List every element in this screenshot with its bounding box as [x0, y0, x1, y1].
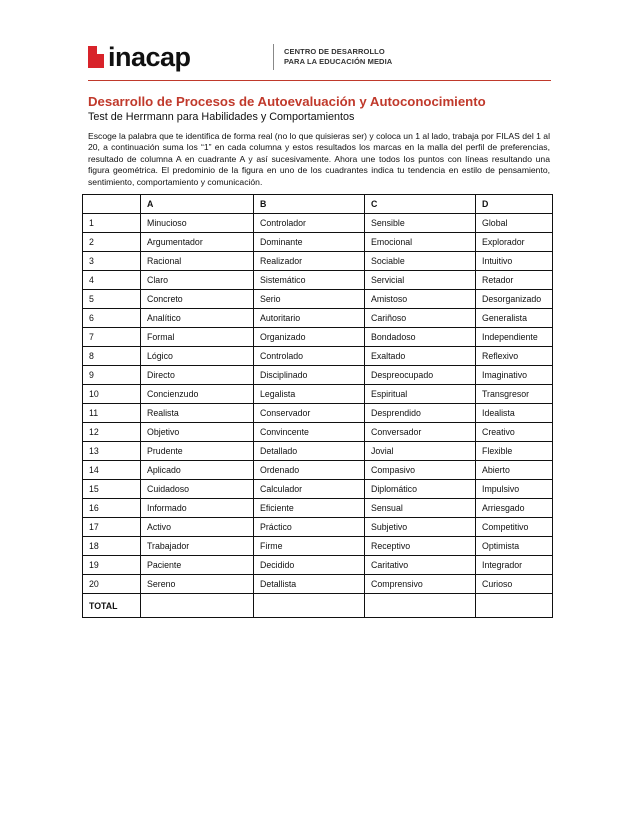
- table-row: [83, 290, 553, 309]
- row-number-cell: 4: [83, 271, 141, 290]
- table-row: [83, 328, 553, 347]
- row-number-cell: 5: [83, 290, 141, 309]
- word-cell-c[interactable]: Caritativo: [365, 556, 476, 575]
- table-row: [83, 556, 553, 575]
- word-cell-d[interactable]: Integrador: [476, 556, 553, 575]
- word-cell-d[interactable]: Optimista: [476, 537, 553, 556]
- word-cell-a[interactable]: Racional: [141, 252, 254, 271]
- word-cell-d[interactable]: Curioso: [476, 575, 553, 594]
- brand-logo-text: inacap: [108, 42, 191, 72]
- org-name-line1: CENTRO DE DESARROLLO: [284, 47, 385, 56]
- word-cell-c[interactable]: Emocional: [365, 233, 476, 252]
- row-number-cell: 11: [83, 404, 141, 423]
- total-cell-a[interactable]: [141, 594, 254, 618]
- word-cell-c[interactable]: Sociable: [365, 252, 476, 271]
- instructions-paragraph: Escoge la palabra que te identifica de forma real (no lo que quisieras ser) y coloca un 1 al lado, trabaja por FILAS del 1 al 20, a continuación suma los “1” en cada columna y estos resultados los marcas en la malla del perfil de preferencias, resultado de columna A en cuadrante A y así sucesivamente. Ahora une todos los puntos con líneas resultando una figura geométrica. El predominio de la figura en uno de los cuadrantes indica tu tendencia en estilo de pensamiento, sentimiento, comportamiento y comunicación.: [88, 131, 550, 187]
- word-cell-c[interactable]: Comprensivo: [365, 575, 476, 594]
- row-number-cell: 16: [83, 499, 141, 518]
- word-cell-b[interactable]: Conservador: [254, 404, 365, 423]
- word-cell-a[interactable]: Argumentador: [141, 233, 254, 252]
- table-row: [83, 499, 553, 518]
- word-cell-b[interactable]: Práctico: [254, 518, 365, 537]
- word-cell-b[interactable]: Controlador: [254, 214, 365, 233]
- word-cell-d[interactable]: Flexible: [476, 442, 553, 461]
- word-cell-b[interactable]: Organizado: [254, 328, 365, 347]
- total-cell-b[interactable]: [254, 594, 365, 618]
- word-cell-c[interactable]: Despreocupado: [365, 366, 476, 385]
- word-cell-b[interactable]: Sistemático: [254, 271, 365, 290]
- row-number-cell: 12: [83, 423, 141, 442]
- word-cell-d[interactable]: Abierto: [476, 461, 553, 480]
- total-label: TOTAL: [83, 594, 141, 618]
- header-rule: [88, 80, 551, 81]
- row-number-cell: 15: [83, 480, 141, 499]
- table-row: [83, 480, 553, 499]
- row-number-cell: 13: [83, 442, 141, 461]
- word-cell-a[interactable]: Analítico: [141, 309, 254, 328]
- word-cell-c[interactable]: Subjetivo: [365, 518, 476, 537]
- word-cell-c[interactable]: Compasivo: [365, 461, 476, 480]
- word-cell-a[interactable]: Concienzudo: [141, 385, 254, 404]
- word-cell-d[interactable]: Idealista: [476, 404, 553, 423]
- word-cell-b[interactable]: Calculador: [254, 480, 365, 499]
- table-row: [83, 252, 553, 271]
- word-cell-a[interactable]: Minucioso: [141, 214, 254, 233]
- row-number-cell: 1: [83, 214, 141, 233]
- word-cell-a[interactable]: Directo: [141, 366, 254, 385]
- word-cell-a[interactable]: Claro: [141, 271, 254, 290]
- word-cell-c[interactable]: Receptivo: [365, 537, 476, 556]
- row-number-cell: 14: [83, 461, 141, 480]
- word-cell-d[interactable]: Arriesgado: [476, 499, 553, 518]
- table-row: [83, 214, 553, 233]
- word-cell-b[interactable]: Serio: [254, 290, 365, 309]
- org-name-line2: PARA LA EDUCACIÓN MEDIA: [284, 57, 393, 66]
- word-cell-d[interactable]: Retador: [476, 271, 553, 290]
- word-cell-b[interactable]: Decidido: [254, 556, 365, 575]
- word-cell-b[interactable]: Disciplinado: [254, 366, 365, 385]
- word-cell-b[interactable]: Realizador: [254, 252, 365, 271]
- table-header-row: [83, 195, 553, 214]
- header-cell-a: A: [141, 195, 254, 214]
- word-cell-a[interactable]: Formal: [141, 328, 254, 347]
- total-cell-d[interactable]: [476, 594, 553, 618]
- word-cell-c[interactable]: Cariñoso: [365, 309, 476, 328]
- word-cell-c[interactable]: Diplomático: [365, 480, 476, 499]
- document-subtitle: Test de Herrmann para Habilidades y Comportamientos: [88, 111, 355, 123]
- row-number-cell: 8: [83, 347, 141, 366]
- word-cell-c[interactable]: Conversador: [365, 423, 476, 442]
- row-number-cell: 10: [83, 385, 141, 404]
- word-cell-c[interactable]: Bondadoso: [365, 328, 476, 347]
- table-row: [83, 518, 553, 537]
- word-cell-b[interactable]: Eficiente: [254, 499, 365, 518]
- word-cell-d[interactable]: Creativo: [476, 423, 553, 442]
- word-cell-a[interactable]: Sereno: [141, 575, 254, 594]
- word-cell-a[interactable]: Informado: [141, 499, 254, 518]
- row-number-cell: 7: [83, 328, 141, 347]
- herrmann-test-table: [82, 194, 553, 618]
- row-number-cell: 17: [83, 518, 141, 537]
- word-cell-a[interactable]: Aplicado: [141, 461, 254, 480]
- word-cell-a[interactable]: Lógico: [141, 347, 254, 366]
- word-cell-a[interactable]: Prudente: [141, 442, 254, 461]
- document-header: [88, 40, 548, 80]
- word-cell-d[interactable]: Intuitivo: [476, 252, 553, 271]
- row-number-cell: 2: [83, 233, 141, 252]
- word-cell-c[interactable]: Jovial: [365, 442, 476, 461]
- word-cell-b[interactable]: Autoritario: [254, 309, 365, 328]
- word-cell-c[interactable]: Servicial: [365, 271, 476, 290]
- word-cell-c[interactable]: Sensual: [365, 499, 476, 518]
- word-cell-b[interactable]: Detallista: [254, 575, 365, 594]
- word-cell-a[interactable]: Trabajador: [141, 537, 254, 556]
- row-number-cell: 19: [83, 556, 141, 575]
- table-row: [83, 461, 553, 480]
- word-cell-c[interactable]: Desprendido: [365, 404, 476, 423]
- header-cell-d: D: [476, 195, 553, 214]
- word-cell-c[interactable]: Exaltado: [365, 347, 476, 366]
- word-cell-b[interactable]: Convincente: [254, 423, 365, 442]
- total-cell-c[interactable]: [365, 594, 476, 618]
- word-cell-b[interactable]: Controlado: [254, 347, 365, 366]
- word-cell-a[interactable]: Activo: [141, 518, 254, 537]
- word-cell-d[interactable]: Impulsivo: [476, 480, 553, 499]
- word-cell-b[interactable]: Ordenado: [254, 461, 365, 480]
- word-cell-d[interactable]: Reflexivo: [476, 347, 553, 366]
- table-row: [83, 366, 553, 385]
- inacap-logo-mark: [88, 46, 104, 68]
- row-number-cell: 18: [83, 537, 141, 556]
- row-number-cell: 20: [83, 575, 141, 594]
- table-row: [83, 233, 553, 252]
- word-cell-a[interactable]: Paciente: [141, 556, 254, 575]
- word-cell-c[interactable]: Sensible: [365, 214, 476, 233]
- word-cell-d[interactable]: Desorganizado: [476, 290, 553, 309]
- table-row: [83, 575, 553, 594]
- word-cell-d[interactable]: Transgresor: [476, 385, 553, 404]
- row-number-cell: 6: [83, 309, 141, 328]
- table-row: [83, 271, 553, 290]
- table-row: [83, 404, 553, 423]
- header-cell-index: [83, 195, 141, 214]
- word-cell-c[interactable]: Espiritual: [365, 385, 476, 404]
- table-row: [83, 423, 553, 442]
- table-row: [83, 347, 553, 366]
- word-cell-d[interactable]: Imaginativo: [476, 366, 553, 385]
- table-row: [83, 442, 553, 461]
- row-number-cell: 3: [83, 252, 141, 271]
- word-cell-a[interactable]: Realista: [141, 404, 254, 423]
- word-cell-c[interactable]: Amistoso: [365, 290, 476, 309]
- word-cell-a[interactable]: Cuidadoso: [141, 480, 254, 499]
- word-cell-b[interactable]: Firme: [254, 537, 365, 556]
- word-cell-d[interactable]: Global: [476, 214, 553, 233]
- word-cell-a[interactable]: Concreto: [141, 290, 254, 309]
- table-row: [83, 309, 553, 328]
- document-title: Desarrollo de Procesos de Autoevaluación y Autoconocimiento: [88, 94, 486, 109]
- table-row: [83, 537, 553, 556]
- total-row: [83, 594, 553, 618]
- header-cell-b: B: [254, 195, 365, 214]
- word-cell-d[interactable]: Competitivo: [476, 518, 553, 537]
- word-cell-b[interactable]: Legalista: [254, 385, 365, 404]
- header-divider: [273, 44, 274, 70]
- word-cell-d[interactable]: Generalista: [476, 309, 553, 328]
- word-cell-a[interactable]: Objetivo: [141, 423, 254, 442]
- word-cell-b[interactable]: Dominante: [254, 233, 365, 252]
- table-row: [83, 385, 553, 404]
- word-cell-d[interactable]: Explorador: [476, 233, 553, 252]
- word-cell-d[interactable]: Independiente: [476, 328, 553, 347]
- header-cell-c: C: [365, 195, 476, 214]
- word-cell-b[interactable]: Detallado: [254, 442, 365, 461]
- row-number-cell: 9: [83, 366, 141, 385]
